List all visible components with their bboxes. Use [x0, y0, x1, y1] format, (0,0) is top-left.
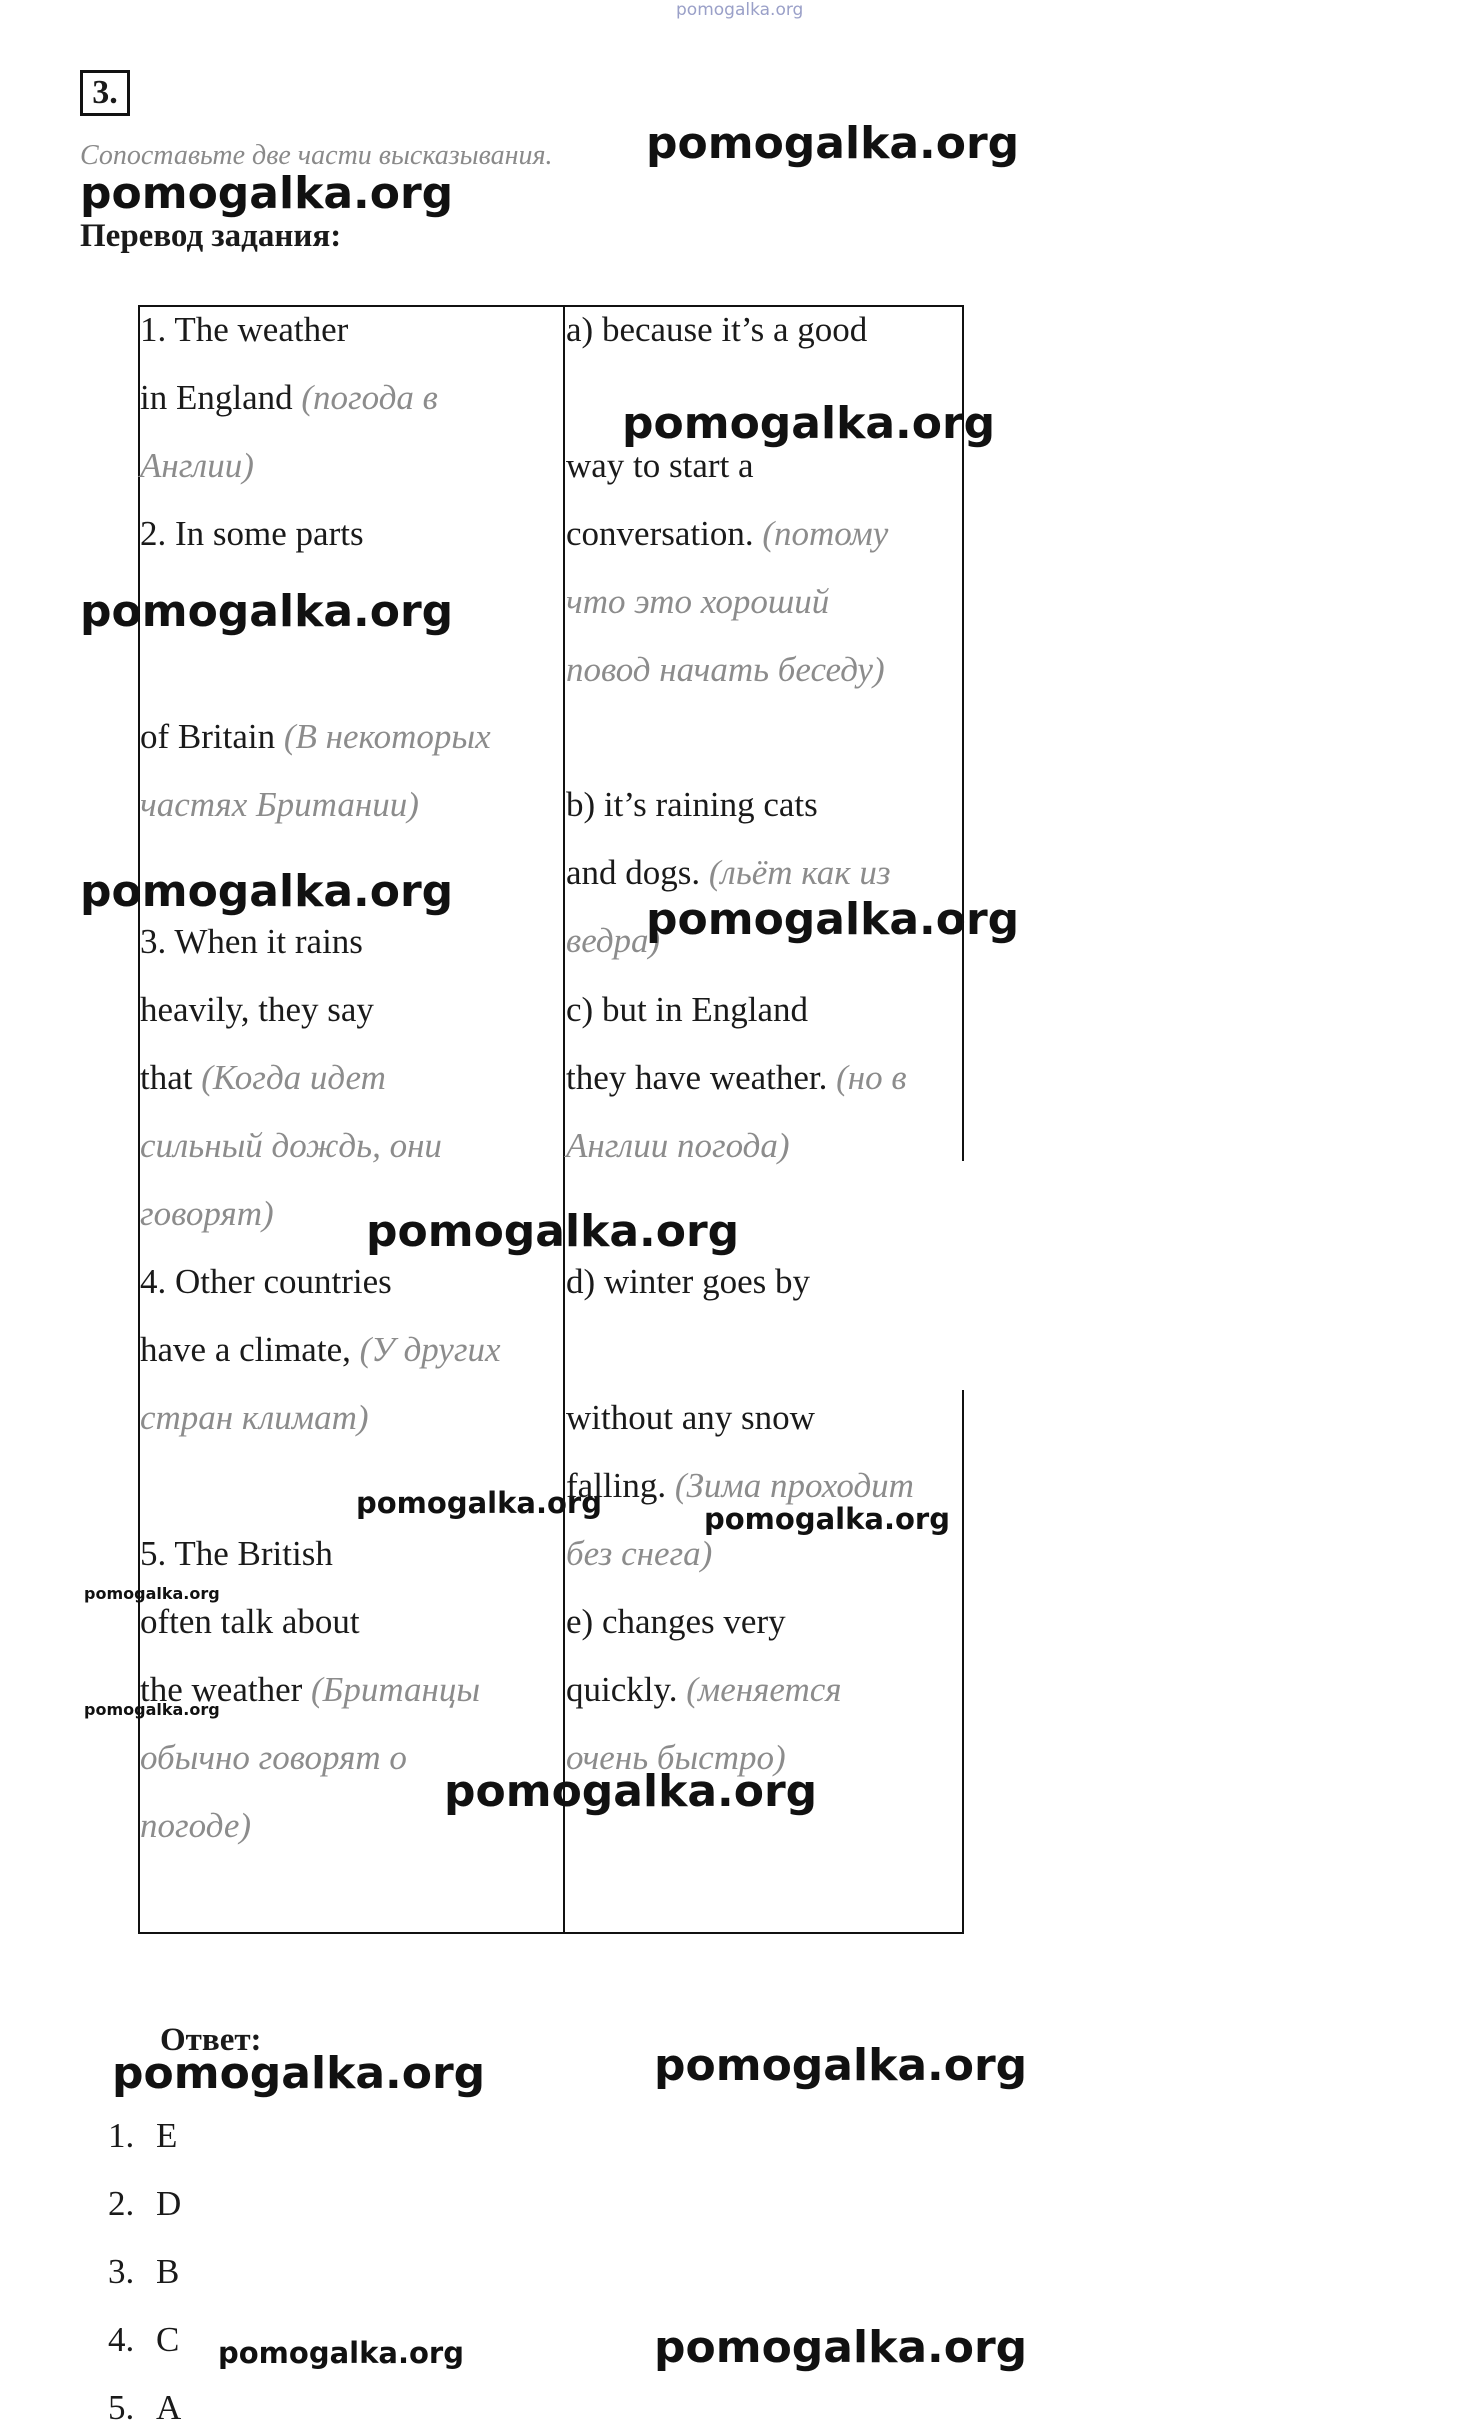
table-border-right-lower	[962, 1390, 964, 1934]
watermark-text: pomogalka.org	[80, 168, 454, 219]
table-cell-line: a) because it’s a good	[566, 310, 868, 349]
table-cell-line: the weather (Британцы	[140, 1670, 481, 1709]
watermark-text: pomogalka.org	[646, 118, 1020, 169]
table-cell-line: in England (погода в	[140, 378, 438, 417]
table-cell-line: сильный дождь, они	[140, 1126, 442, 1165]
table-cell-line: c) but in England	[566, 990, 809, 1029]
table-cell-line: стран климат)	[140, 1398, 369, 1437]
table-cell-line: conversation. (потому	[566, 514, 889, 553]
answer-item: 2. D	[108, 2184, 182, 2223]
table-cell-line: heavily, they say	[140, 990, 374, 1029]
answer-item: 3. B	[108, 2252, 180, 2291]
answer-heading: Ответ:	[160, 2022, 262, 2058]
watermark-text: pomogalka.org	[356, 1486, 602, 1520]
translation-heading: Перевод задания:	[80, 218, 342, 254]
table-cell-line: очень быстро)	[566, 1738, 786, 1777]
table-cell-line: говорят)	[140, 1194, 274, 1233]
table-cell-line: 3. When it rains	[140, 922, 363, 961]
table-cell-line: ведра)	[566, 921, 661, 960]
table-column-divider	[563, 305, 565, 1934]
watermark-text: pomogalka.org	[80, 866, 454, 917]
top-watermark: pomogalka.org	[676, 0, 804, 20]
table-cell-line: частях Британии)	[140, 785, 419, 824]
watermark-text: pomogalka.org	[654, 2040, 1028, 2091]
task-instruction: Сопоставьте две части высказывания.	[80, 140, 553, 171]
watermark-text: pomogalka.org	[622, 398, 996, 449]
watermark-text: pomogalka.org	[646, 894, 1020, 945]
table-cell-line: without any snow	[566, 1398, 815, 1437]
answer-item: 4. C	[108, 2320, 180, 2359]
watermark-text: pomogalka.org	[84, 1584, 220, 1603]
watermark-text: pomogalka.org	[84, 1700, 220, 1719]
table-cell-line: что это хороший	[566, 582, 830, 621]
table-cell-line: повод начать беседу)	[566, 650, 885, 689]
table-cell-line: falling. (Зима проходит	[566, 1466, 914, 1505]
watermark-text: pomogalka.org	[218, 2336, 464, 2370]
table-cell-line: обычно говорят о	[140, 1738, 407, 1777]
table-cell-line: 4. Other countries	[140, 1262, 392, 1301]
answer-item: 5. A	[108, 2388, 182, 2427]
table-cell-line: Англии)	[140, 446, 254, 485]
watermark-text: pomogalka.org	[112, 2048, 486, 2099]
table-cell-line: have a climate, (У других	[140, 1330, 501, 1369]
table-cell-line: 2. In some parts	[140, 514, 364, 553]
table-cell-line: way to start a	[566, 446, 754, 485]
table-cell-line: and dogs. (льёт как из	[566, 853, 891, 892]
watermark-text: pomogalka.org	[654, 2322, 1028, 2373]
table-cell-line: 1. The weather	[140, 310, 349, 349]
table-cell-line: they have weather. (но в	[566, 1058, 907, 1097]
table-cell-line: погоде)	[140, 1806, 252, 1845]
table-cell-line: often talk about	[140, 1602, 360, 1641]
task-number-box: 3.	[80, 70, 130, 116]
table-cell-line: e) changes very	[566, 1602, 786, 1641]
table-cell-line: quickly. (меняется	[566, 1670, 842, 1709]
table-cell-line: b) it’s raining cats	[566, 785, 818, 824]
table-cell-line: 5. The British	[140, 1534, 333, 1573]
watermark-text: pomogalka.org	[80, 586, 454, 637]
watermark-text: pomogalka.org	[704, 1502, 950, 1536]
watermark-text: pomogalka.org	[366, 1206, 740, 1257]
table-cell-line: Англии погода)	[566, 1126, 790, 1165]
table-cell-line: d) winter goes by	[566, 1262, 810, 1301]
table-cell-line: без снега)	[566, 1534, 713, 1573]
table-border-bottom	[138, 1932, 964, 1934]
answer-item: 1. E	[108, 2116, 178, 2155]
table-cell-line: that (Когда идет	[140, 1058, 386, 1097]
table-cell-line: of Britain (В некоторых	[140, 717, 491, 756]
watermark-text: pomogalka.org	[444, 1766, 818, 1817]
